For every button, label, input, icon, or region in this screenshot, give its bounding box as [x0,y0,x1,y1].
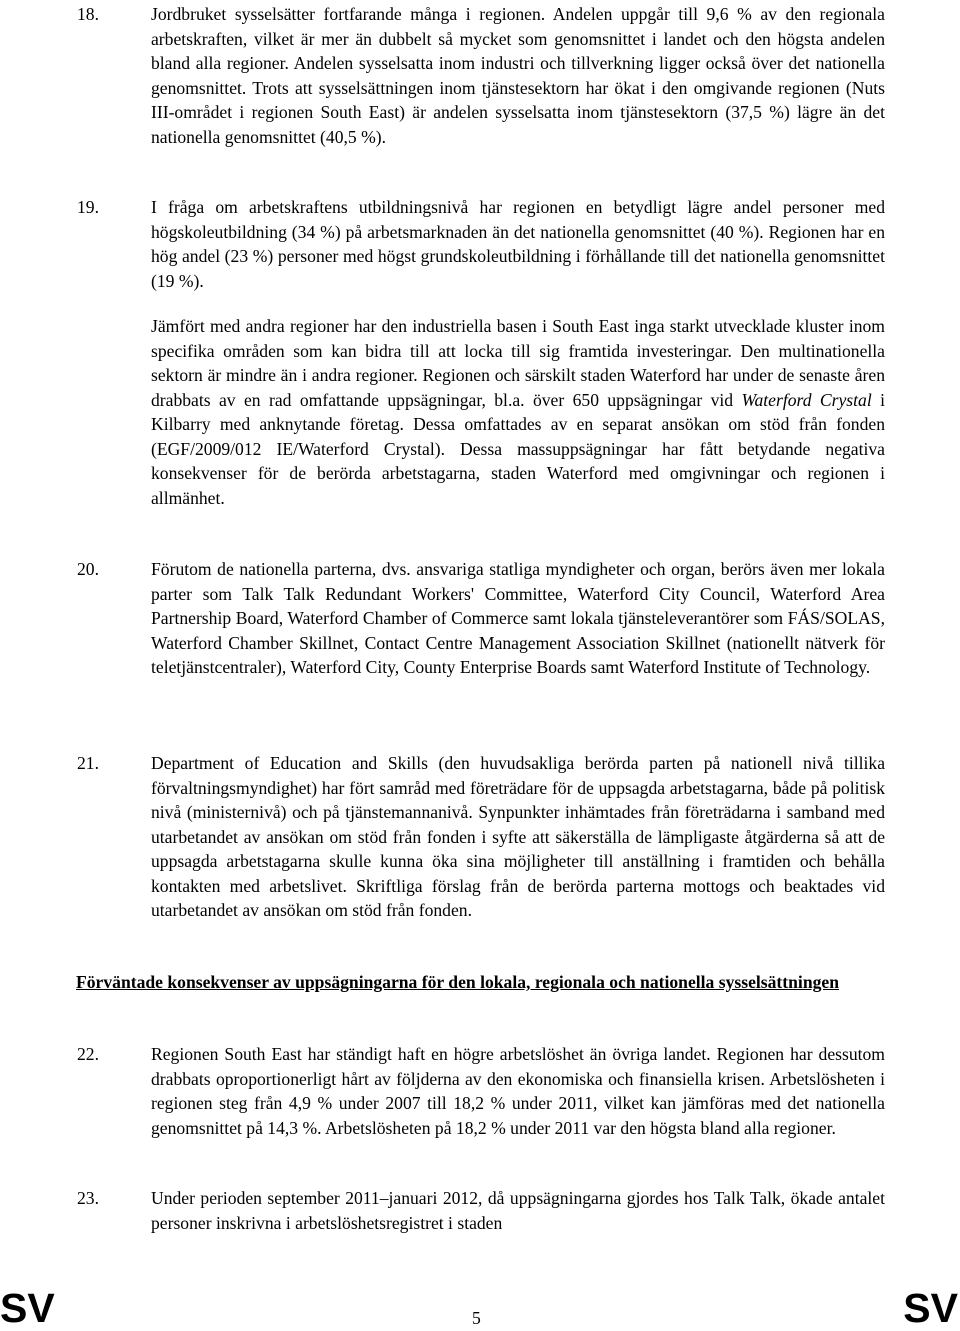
section-heading: Förväntade konsekvenser av uppsägningarna för den lokala, regionala och nationella sysselsättningen [76,972,839,992]
paragraph-number-21: 21. [77,753,99,773]
paragraph-21-text: Department of Education and Skills (den huvudsakliga berörda parten på nationell nivå tillika förvaltningsmyndighet) har fört samråd med företrädare för de uppsagda arbetstagarna, både på politisk nivå (ministernivå) och på tjänstemannanivå. Synpunkter inhämtades från företrädarna i samband med utarbetandet av ansökan om stöd från fonden i syfte att säkerställa de lämpligaste åtgärderna så att de uppsagda arbetstagarna skulle kunna öka sina möjligheter till anställning i framtiden och behålla kontakten med arbetslivet. Skriftliga förslag från de berörda parterna mottogs och beaktades vid utarbetandet av ansökan om stöd från fonden. [151,753,885,920]
paragraph-comparison-text [151,314,885,510]
paragraph-comparison-text-part1: Jämfört med andra regioner har den industriella basen i South East inga starkt utvecklade kluster inom specifika områden som kan bidra till att locka till sig framtida investeringar. Den multinationella sektorn är mindre än i andra regioner. Regionen och särskilt staden Waterford har under de senaste åren drabbats av en rad omfattande uppsägningar, bl.a. över 650 uppsägningar vid [151,316,885,410]
page-number: 5 [472,1308,481,1328]
paragraph-20-text: Förutom de nationella parterna, dvs. ansvariga statliga myndigheter och organ, berörs även mer lokala parter som Talk Talk Redundant Workers' Committee, Waterford City Council, Waterford Area Partnership Board, Waterford Chamber of Commerce samt lokala tjänsteleverantörer som FÁS/SOLAS, Waterford Chamber Skillnet, Contact Centre Management Association Skillnet (nationellt nätverk för teletjänstcentraler), Waterford City, County Enterprise Boards samt Waterford Institute of Technology. [151,559,885,677]
paragraph-number-22: 22. [77,1044,99,1064]
footer-language-left: SV [0,1285,55,1331]
paragraph-number-20: 20. [77,559,99,579]
paragraph-22-text: Regionen South East har ständigt haft en högre arbetslöshet än övriga landet. Regionen har dessutom drabbats oproportionerligt hårt av följderna av den ekonomiska och finansiella krisen. Arbetslösheten i regionen steg från 4,9 % under 2007 till 18,2 % under 2011, vilket kan jämföras med det nationella genomsnittet på 14,3 %. Arbetslösheten på 18,2 % under 2011 var den högsta bland alla regioner. [151,1044,885,1138]
paragraph-23-text: Under perioden september 2011–januari 2012, då uppsägningarna gjordes hos Talk Talk, ökade antalet personer inskrivna i arbetslöshetsregistret i staden [151,1188,885,1233]
paragraph-number-23: 23. [77,1188,99,1208]
paragraph-number-19: 19. [77,197,99,217]
paragraph-18-text: Jordbruket sysselsätter fortfarande många i regionen. Andelen uppgår till 9,6 % av den regionala arbetskraften, vilket är mer än dubbelt så mycket som genomsnittet i landet och den högsta andelen bland alla regioner. Andelen sysselsatta inom industri och tillverkning ligger också över det nationella genomsnittet. Trots att sysselsättningen inom tjänstesektorn har ökat i den omgivande regionen (Nuts III-området i regionen South East) är andelen sysselsatta inom tjänstesektorn (37,5 %) lägre än det nationella genomsnittet (40,5 %). [151,4,885,147]
paragraph-19-text: I fråga om arbetskraftens utbildningsnivå har regionen en betydligt lägre andel personer med högskoleutbildning (34 %) på arbetsmarknaden än det nationella genomsnittet (40 %). Regionen har en hög andel (23 %) personer med högst grundskoleutbildning i förhållande till det nationella genomsnittet (19 %). [151,197,885,291]
paragraph-number-18: 18. [77,4,99,24]
waterford-crystal-italic: Waterford Crystal [741,389,872,410]
paragraph-comparison-text-part2: i Kilbarry med anknytande företag. Dessa omfattades av en separat ansökan om stöd från fonden (EGF/2009/012 IE/Waterford Crystal). Dessa massuppsägningar har fått betydande negativa konsekvenser för de berörda arbetstagarna, staden Waterford med omgivningar och regionen i allmänhet. [151,389,886,508]
footer-language-right: SV [903,1285,958,1331]
